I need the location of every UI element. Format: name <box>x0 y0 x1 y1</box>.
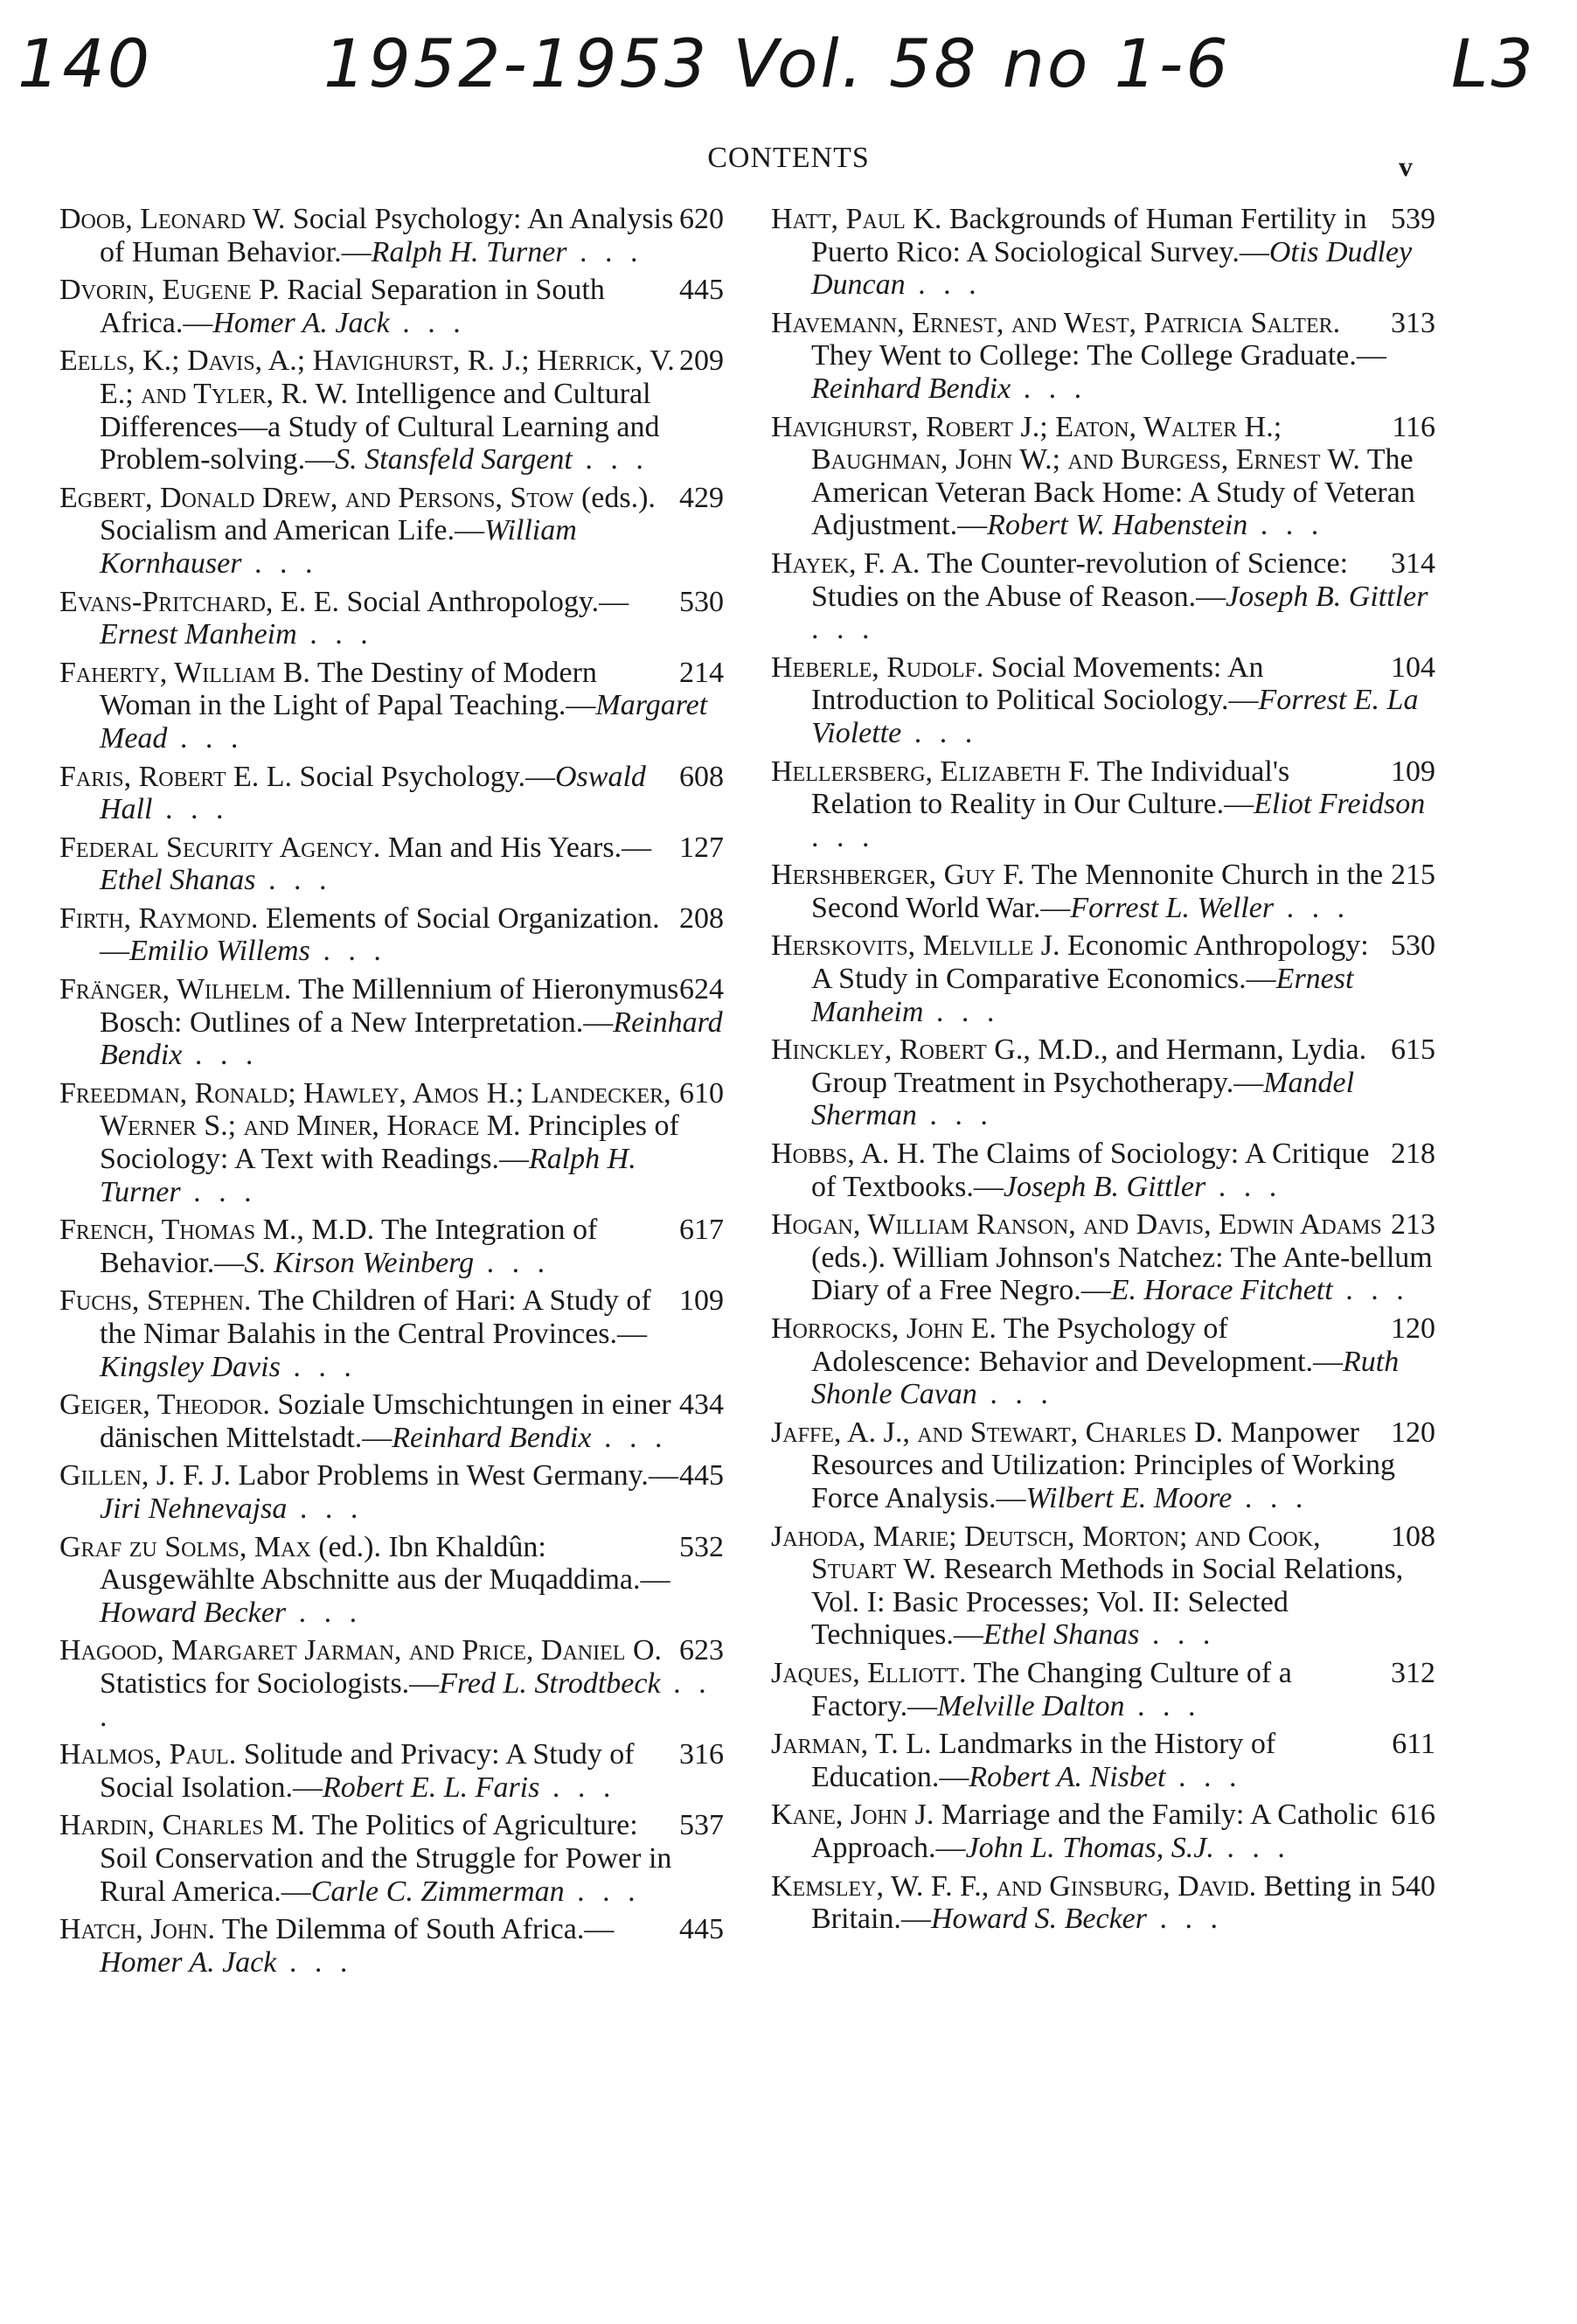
entry-title: Social Psychology.— <box>292 760 555 793</box>
entry-reviewer: Forrest L. Weller <box>1070 891 1275 924</box>
dot-leader: . . . <box>572 443 649 477</box>
entry-page-number: 537 <box>679 1809 724 1842</box>
entry-page-number: 617 <box>679 1214 724 1247</box>
dot-leader: . . . <box>1147 1903 1224 1936</box>
entry-reviewer: Wilbert E. Moore <box>1025 1481 1233 1514</box>
entry-title: Intelligence and Cultural Differences—a Study of Cultural Learning and Problem-solving.— <box>100 377 660 477</box>
entry-author: Kemsley, W. F. F., and Ginsburg, David. <box>771 1869 1257 1903</box>
entry-reviewer: Ralph H. Turner <box>371 235 567 268</box>
entry-author: Jahoda, Marie; Deutsch, Morton; and Cook, Stuart W. <box>771 1520 1321 1586</box>
entry-page-number: 127 <box>679 831 724 864</box>
entry-page-number: 312 <box>1391 1656 1435 1689</box>
contents-entry <box>59 586 724 651</box>
entry-title: Soziale Umschichtungen in einer dänischen Mittelstadt.— <box>100 1388 671 1454</box>
entry-title: Economic Anthropology: A Study in Comparative Economics.— <box>811 929 1369 996</box>
contents-entry <box>59 1284 724 1383</box>
contents-entry <box>59 1077 724 1208</box>
contents-entry <box>771 1208 1435 1307</box>
entry-author: Hatt, Paul K. <box>771 203 942 235</box>
entry-title: (eds.). William Johnson's Natchez: The Ante-bellum Diary of a Free Negro.— <box>811 1241 1433 1307</box>
entry-author: Hellersberg, Elizabeth F. <box>771 755 1090 788</box>
entry-reviewer: Ralph H. Turner <box>100 1143 636 1208</box>
entry-author: Hardin, Charles M. <box>59 1809 305 1842</box>
entry-author: French, Thomas M. <box>59 1214 297 1247</box>
entry-page-number: 610 <box>679 1076 724 1110</box>
contents-left-column <box>59 203 724 1984</box>
dot-leader: . . . <box>296 618 373 651</box>
entry-reviewer: Ruth Shonle Cavan <box>811 1345 1400 1411</box>
dot-leader: . . . <box>276 1945 353 1979</box>
entry-title: The Psychology of Adolescence: Behavior and Development.— <box>811 1312 1344 1378</box>
entry-page-number: 108 <box>1391 1520 1435 1553</box>
dot-leader: . . . <box>255 864 332 897</box>
dot-leader: . . . <box>1274 891 1351 924</box>
contents-entry <box>59 902 724 968</box>
entry-author: Hogan, William Ranson, and Davis, Edwin Adams <box>771 1208 1382 1242</box>
entry-page-number: 208 <box>679 901 724 935</box>
entry-title: The American Veteran Back Home: A Study of Veteran Adjustment.— <box>811 443 1415 542</box>
dot-leader: . . . <box>389 306 466 339</box>
entry-author: Jaffe, A. J., and Stewart, Charles D. <box>771 1416 1224 1449</box>
dot-leader: . . . <box>901 716 978 749</box>
entry-reviewer: Robert W. Habenstein <box>987 509 1248 542</box>
entry-author: Havemann, Ernest, and West, Patricia Salter. <box>771 306 1341 339</box>
entry-author: Fuchs, Stephen. <box>59 1284 252 1318</box>
entry-reviewer: Melville Dalton <box>937 1689 1125 1722</box>
contents-entry <box>771 411 1435 542</box>
dot-leader: . . . <box>1332 1274 1409 1307</box>
entry-author: Freedman, Ronald; Hawley, Amos H.; Landecker, Werner S.; and Miner, Horace M. <box>59 1076 671 1143</box>
dot-leader: . . . <box>180 1175 257 1208</box>
entry-reviewer: Reinhard Bendix <box>100 1005 723 1072</box>
entry-author: Evans-Pritchard, E. E. <box>59 585 339 618</box>
entry-title: Elements of Social Organization.— <box>100 901 660 968</box>
contents-entry <box>771 1799 1435 1864</box>
entry-author: Jaques, Elliott. <box>771 1656 967 1689</box>
page-number: v <box>1399 150 1413 182</box>
dot-leader: . . . <box>182 1039 259 1072</box>
contents-entry <box>771 1416 1435 1515</box>
entry-title: Research Methods in Social Relations, Vol. I: Basic Processes; Vol. II: Selected Techniques.— <box>811 1553 1404 1652</box>
dot-leader: . . . <box>152 793 229 826</box>
dot-leader: . . . <box>916 1099 993 1132</box>
entry-title: Social Anthropology.— <box>338 585 629 618</box>
contents-entry <box>771 203 1435 302</box>
entry-reviewer: Margaret Mead <box>100 689 708 755</box>
contents-entry <box>771 1138 1435 1203</box>
entry-reviewer: Otis Dudley Duncan <box>811 235 1413 302</box>
entry-author: Faherty, William B. <box>59 656 310 689</box>
entry-title: Principles of Sociology: A Text with Readings.— <box>100 1110 679 1176</box>
contents-entry <box>59 1634 724 1733</box>
entry-author: Egbert, Donald Drew, and Persons, Stow <box>59 481 574 514</box>
entry-author: Federal Security Agency. <box>59 831 381 864</box>
dot-leader: . . . <box>1139 1618 1216 1652</box>
entry-reviewer: Howard Becker <box>100 1596 287 1629</box>
entry-title: Manpower Resources and Utilization: Principles of Working Force Analysis.— <box>811 1416 1396 1514</box>
contents-entry <box>59 274 724 339</box>
entry-author: Heberle, Rudolf. <box>771 651 984 684</box>
contents-right-column <box>771 203 1435 1941</box>
dot-leader: . . . <box>309 935 386 968</box>
dot-leader: . . . <box>241 546 318 580</box>
entry-author: Halmos, Paul. <box>59 1738 237 1771</box>
entry-page-number: 445 <box>679 274 724 307</box>
contents-entry <box>59 1388 724 1454</box>
entry-reviewer: Homer A. Jack <box>100 1945 277 1979</box>
dot-leader: . . . <box>287 1492 364 1525</box>
entry-author: Faris, Robert E. L. <box>59 760 293 793</box>
dot-leader: . . . <box>566 235 643 268</box>
entry-author: Gillen, J. F. J. <box>59 1459 232 1493</box>
entry-page-number: 104 <box>1391 651 1435 684</box>
entry-page-number: 120 <box>1391 1312 1435 1345</box>
dot-leader: . . . <box>1165 1760 1242 1793</box>
entry-title: The Politics of Agriculture: Soil Conservation and the Struggle for Power in Rural America.— <box>100 1809 672 1908</box>
contents-entry <box>59 1809 724 1908</box>
dot-leader: . . . <box>591 1421 668 1454</box>
entry-page-number: 214 <box>679 656 724 689</box>
entry-title: (ed.). Ibn Khaldûn: Ausgewählte Abschnitte aus der Muqaddima.— <box>100 1530 670 1597</box>
entry-author: Hatch, John. <box>59 1913 215 1946</box>
handwritten-annotation <box>17 24 1574 121</box>
dot-leader: . . . <box>811 820 875 853</box>
entry-title: Landmarks in the History of Education.— <box>811 1728 1276 1793</box>
entry-page-number: 445 <box>679 1459 724 1493</box>
contents-entry <box>771 1520 1435 1652</box>
dot-leader: . . . <box>286 1596 363 1629</box>
entry-author: Graf zu Solms, Max <box>59 1530 311 1563</box>
entry-reviewer: Kingsley Davis <box>100 1350 281 1383</box>
entry-author: Horrocks, John E. <box>771 1312 997 1345</box>
entry-page-number: 615 <box>1391 1033 1435 1067</box>
entry-title: Solitude and Privacy: A Study of Social Isolation.— <box>100 1738 635 1804</box>
entry-reviewer: E. Horace Fitchett <box>1110 1274 1333 1307</box>
dot-leader: . . . <box>1213 1831 1290 1864</box>
contents-entry <box>59 973 724 1072</box>
entry-author: Hinckley, Robert G. <box>771 1033 1024 1067</box>
entry-page-number: 120 <box>1391 1416 1435 1449</box>
page-title: CONTENTS <box>707 142 870 174</box>
entry-page-number: 434 <box>679 1388 724 1422</box>
dot-leader: . . . <box>976 1378 1053 1411</box>
entry-title: The Destiny of Modern Woman in the Light of Papal Teaching.— <box>100 656 597 722</box>
entry-author: Herskovits, Melville J. <box>771 929 1060 963</box>
entry-title: Statistics for Sociologists.— <box>100 1666 440 1700</box>
entry-page-number: 109 <box>679 1284 724 1318</box>
entry-page-number: 616 <box>1391 1799 1435 1832</box>
entry-title: The Mennonite Church in the Second World War.— <box>811 859 1384 924</box>
entry-page-number: 624 <box>679 973 724 1006</box>
entry-title: Betting in Britain.— <box>811 1869 1382 1936</box>
entry-page-number: 429 <box>679 481 724 514</box>
contents-entry <box>59 657 724 755</box>
entry-page-number: 540 <box>1391 1869 1435 1903</box>
contents-entry <box>59 482 724 581</box>
dot-leader: . . . <box>100 1666 712 1733</box>
entry-page-number: 213 <box>1391 1208 1435 1242</box>
dot-leader: . . . <box>1232 1481 1309 1514</box>
entry-reviewer: Homer A. Jack <box>212 306 390 339</box>
entry-title: Social Movements: An Introduction to Political Sociology.— <box>811 651 1264 717</box>
entry-title: The Children of Hari: A Study of the Nimar Balahis in the Central Provinces.— <box>100 1284 651 1350</box>
entry-title: Backgrounds of Human Fertility in Puerto Rico: A Sociological Survey.— <box>811 203 1367 268</box>
dot-leader: . . . <box>539 1771 616 1804</box>
contents-entry <box>59 1459 724 1525</box>
entry-reviewer: Mandel Sherman <box>811 1066 1355 1132</box>
entry-reviewer: Robert E. L. Faris <box>322 1771 540 1804</box>
entry-page-number: 530 <box>1391 929 1435 963</box>
entry-page-number: 623 <box>679 1634 724 1667</box>
entry-title: The Dilemma of South Africa.— <box>214 1913 615 1946</box>
entry-author: Eells, K.; Davis, A.; Havighurst, R. J.; Herrick, V. E.; and Tyler, R. W. <box>59 344 675 410</box>
entry-reviewer: Fred L. Strodtbeck <box>439 1666 661 1700</box>
entry-reviewer: Howard S. Becker <box>930 1903 1148 1936</box>
entry-title: Man and His Years.— <box>380 831 652 864</box>
contents-entry <box>59 344 724 476</box>
contents-entry <box>771 859 1435 924</box>
entry-page-number: 215 <box>1391 859 1435 892</box>
contents-entry <box>771 929 1435 1028</box>
entry-title: The Changing Culture of a Factory.— <box>811 1656 1292 1722</box>
entry-page-number: 116 <box>1392 410 1435 443</box>
dot-leader: . . . <box>1124 1689 1201 1722</box>
contents-entry <box>771 307 1435 406</box>
dot-leader: . . . <box>474 1246 551 1279</box>
entry-page-number: 608 <box>679 760 724 793</box>
entry-title: (eds.). Socialism and American Life.— <box>100 481 656 547</box>
entry-reviewer: William Kornhauser <box>100 514 577 580</box>
dot-leader: . . . <box>564 1875 641 1908</box>
contents-entry <box>59 1531 724 1630</box>
dot-leader: . . . <box>1247 509 1324 542</box>
entry-title: Social Psychology: An Analysis of Human Behavior.— <box>100 203 674 268</box>
entry-author: Hagood, Margaret Jarman, and Price, Daniel O. <box>59 1634 663 1667</box>
entry-page-number: 218 <box>1391 1138 1435 1171</box>
entry-reviewer: John L. Thomas, S.J. <box>965 1831 1214 1864</box>
entry-title: , M.D. The Integration of Behavior.— <box>100 1214 598 1279</box>
entry-page-number: 316 <box>679 1738 724 1771</box>
contents-entry <box>771 1657 1435 1722</box>
contents-entry <box>771 1870 1435 1936</box>
entry-reviewer: S. Kirson Weinberg <box>244 1246 475 1279</box>
entry-title: The Individual's Relation to Reality in Our Culture.— <box>811 755 1290 821</box>
contents-entry <box>59 761 724 826</box>
dot-leader: . . . <box>1205 1170 1282 1203</box>
entry-reviewer: Joseph B. Gittler <box>1226 580 1428 613</box>
entry-author: Kane, John J. <box>771 1799 934 1832</box>
entry-page-number: 530 <box>679 585 724 618</box>
entry-author: Geiger, Theodor. <box>59 1388 270 1422</box>
page-header <box>0 138 1577 182</box>
entry-author: Hobbs, A. H. <box>771 1138 926 1171</box>
entry-author: Havighurst, Robert J.; Eaton, Walter H.; Baughman, John W.; and Burgess, Ernest W. <box>771 410 1360 477</box>
entry-reviewer: Ethel Shanas <box>100 864 256 897</box>
entry-page-number: 445 <box>679 1913 724 1946</box>
contents-entry <box>771 1033 1435 1132</box>
entry-reviewer: Jiri Nehnevajsa <box>100 1492 288 1525</box>
contents-entry <box>59 1214 724 1279</box>
entry-reviewer: Robert A. Nisbet <box>969 1760 1166 1793</box>
entry-title: They Went to College: The College Graduate.— <box>811 339 1386 372</box>
entry-author: Hayek, F. A. <box>771 546 920 580</box>
entry-page-number: 611 <box>1392 1728 1435 1761</box>
entry-title: Marriage and the Family: A Catholic Approach.— <box>811 1799 1379 1864</box>
entry-page-number: 313 <box>1391 306 1435 339</box>
entry-page-number: 209 <box>679 344 724 378</box>
dot-leader: . . . <box>811 613 875 646</box>
entry-reviewer: Ernest Manheim <box>811 963 1354 1028</box>
entry-reviewer: Reinhard Bendix <box>811 372 1011 405</box>
entry-reviewer: Joseph B. Gittler <box>1003 1170 1206 1203</box>
entry-title: Labor Problems in West Germany.— <box>231 1459 678 1493</box>
entry-author: Fränger, Wilhelm. <box>59 973 292 1006</box>
entry-author: Firth, Raymond. <box>59 901 259 935</box>
contents-entry <box>59 1913 724 1979</box>
contents-entry <box>59 1738 724 1804</box>
entry-author: Jarman, T. L. <box>771 1728 932 1761</box>
contents-entry <box>59 831 724 897</box>
contents-entry <box>59 203 724 268</box>
entry-author: Doob, Leonard W. <box>59 203 286 235</box>
contents-entry <box>771 1728 1435 1793</box>
entry-title: The Millennium of Hieronymus Bosch: Outlines of a New Interpretation.— <box>100 973 679 1039</box>
entry-page-number: 109 <box>1391 755 1435 788</box>
entry-title: The Counter-revolution of Science: Studies on the Abuse of Reason.— <box>811 546 1349 613</box>
entry-reviewer: Carle C. Zimmerman <box>310 1875 565 1908</box>
entry-page-number: 539 <box>1391 203 1435 235</box>
entry-reviewer: Forrest E. La Violette <box>811 684 1419 749</box>
dot-leader: . . . <box>167 721 244 755</box>
entry-reviewer: Reinhard Bendix <box>392 1421 592 1454</box>
entry-page-number: 620 <box>679 203 724 235</box>
entry-reviewer: Emilio Willems <box>129 935 310 968</box>
entry-title: Racial Separation in South Africa.— <box>100 274 605 339</box>
contents-entry <box>771 651 1435 750</box>
entry-reviewer: Oswald Hall <box>100 760 646 826</box>
entry-page-number: 314 <box>1391 546 1435 580</box>
contents-entry <box>771 1312 1435 1411</box>
dot-leader: . . . <box>905 268 982 302</box>
entry-title: The Claims of Sociology: A Critique of Textbooks.— <box>811 1138 1370 1203</box>
dot-leader: . . . <box>923 995 1000 1028</box>
handwritten-number: 140 <box>17 24 153 102</box>
entry-page-number: 532 <box>679 1530 724 1563</box>
handwritten-volume: 1952-1953 Vol. 58 no 1-6 <box>323 24 1231 102</box>
contents-entry <box>771 755 1435 854</box>
contents-entry <box>771 547 1435 646</box>
dot-leader: . . . <box>1011 372 1087 405</box>
entry-author: Hershberger, Guy F. <box>771 859 1025 892</box>
entry-reviewer: Ernest Manheim <box>100 618 297 651</box>
dot-leader: . . . <box>280 1350 357 1383</box>
entry-reviewer: S. Stansfeld Sargent <box>335 443 573 477</box>
entry-reviewer: Eliot Freidson <box>1254 788 1426 821</box>
entry-title: , M.D., and Hermann, Lydia. Group Treatment in Psychotherapy.— <box>811 1033 1367 1099</box>
entry-author: Dvorin, Eugene P. <box>59 274 280 307</box>
handwritten-call-mark: L3 <box>1451 24 1536 102</box>
entry-reviewer: Ethel Shanas <box>983 1618 1140 1652</box>
